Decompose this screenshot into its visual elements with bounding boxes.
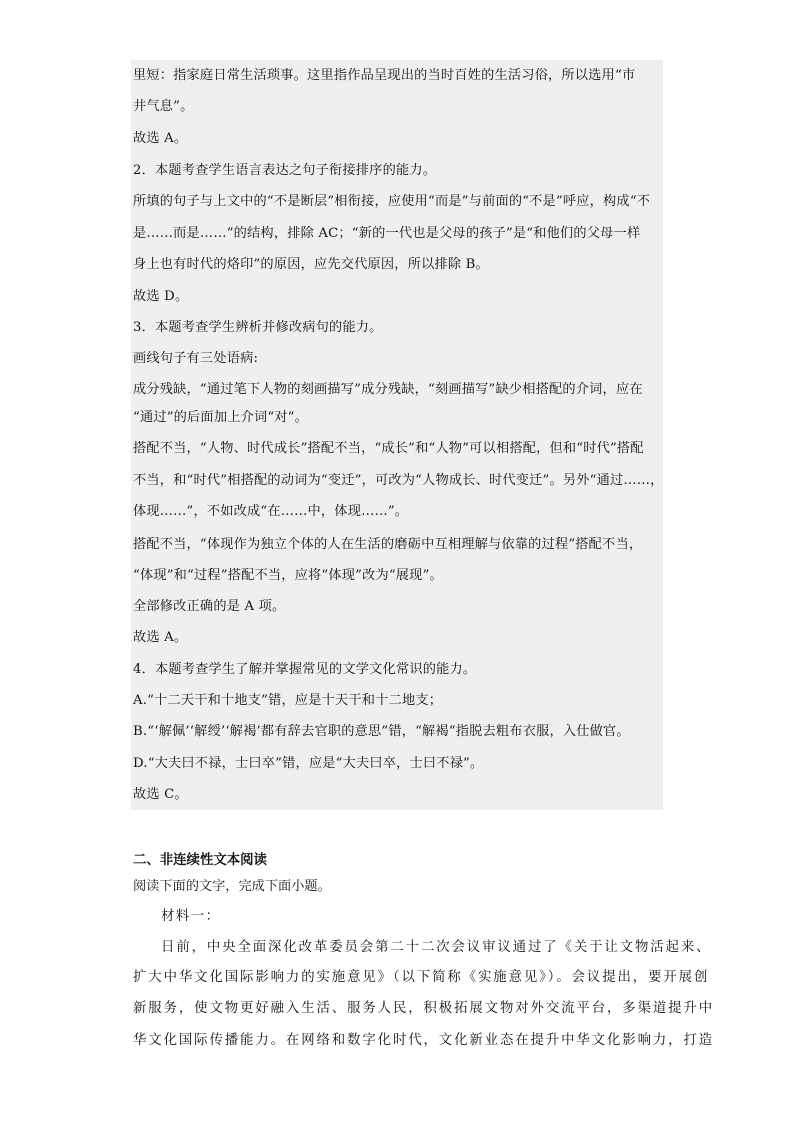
answer-line-9: 3．本题考查学生辨析并修改病句的能力。 <box>133 320 383 335</box>
answer-line-10: 画线句子有三处语病: <box>133 351 259 366</box>
material-line-1: 日前，中央全面深化改革委员会第二十二次会议审议通过了《关于让文物活起来、 <box>161 940 712 955</box>
answer-line-20: 4．本题考查学生了解并掌握常见的文学文化常识的能力。 <box>133 662 477 677</box>
answer-line-22: B.“‘解佩’‘解绶’‘解褐’都有辞去官职的意思”错，“解褐”指脱去粗布衣服，入仕做官。 <box>133 724 630 739</box>
material-line-4: 华文化国际传播能力。在网络和数字化时代，文化新业态在提升中华文化影响力，打造 <box>133 1033 715 1048</box>
section-heading: 二、非连续性文本阅读 <box>133 853 267 868</box>
answer-line-21: A.“十二天干和十地支”错，应是十天干和十二地支； <box>133 693 443 708</box>
answer-line-7: 身上也有时代的烙印”的原因，应先交代原因，所以排除 B。 <box>133 257 489 272</box>
answer-line-13: 搭配不当，“人物、时代成长”搭配不当，“成长”和“人物”可以相搭配，但和“时代”搭配 <box>133 441 644 456</box>
material-line-2: 扩大中华文化国际影响力的实施意见》（以下简称《实施意见》）。会议提出，要开展创 <box>133 970 710 985</box>
answer-line-14: 不当，和“时代”相搭配的动词为“变迁”，可改为“人物成长、时代变迁”。另外“通过……， <box>133 473 664 488</box>
answer-line-2: 井气息”。 <box>133 99 194 114</box>
answer-line-15: 体现……”，不如改成“在……中，体现……”。 <box>133 504 409 519</box>
answer-line-8: 故选 D。 <box>133 289 189 304</box>
answer-line-12: “通过”的后面加上介词“对”。 <box>133 410 309 425</box>
section-intro: 阅读下面的文字，完成下面小题。 <box>133 879 331 894</box>
answer-line-4: 2．本题考查学生语言表达之句子衔接排序的能力。 <box>133 163 437 178</box>
answer-line-5: 所填的句子与上文中的“不是断层”相衔接，应使用“而是”与前面的“不是”呼应，构成“不 <box>133 194 651 209</box>
answer-line-1: 里短：指家庭日常生活琐事。这里指作品呈现出的当时百姓的生活习俗，所以选用“市 <box>133 68 636 83</box>
answer-line-24: 故选 C。 <box>133 787 188 802</box>
answer-line-23: D.“大夫曰不禄，士曰卒”错，应是“大夫曰卒，士曰不禄”。 <box>133 756 484 771</box>
answer-line-17: “体现”和“过程”搭配不当，应将“体现”改为“展现”。 <box>133 568 443 583</box>
answer-line-11: 成分残缺，“通过笔下人物的刻画描写”成分残缺，“刻画描写”缺少相搭配的介词，应在 <box>133 382 643 397</box>
material-title: 材料一： <box>161 909 221 924</box>
answer-line-3: 故选 A。 <box>133 131 188 146</box>
answer-line-18: 全部修改正确的是 A 项。 <box>133 599 286 614</box>
material-line-3: 新服务，使文物更好融入生活、服务人民，积极拓展文物对外交流平台，多渠道提升中 <box>133 1001 715 1016</box>
answer-line-19: 故选 A。 <box>133 630 188 645</box>
answer-line-6: 是……而是……”的结构，排除 AC；“新的一代也是父母的孩子”是“和他们的父母一样 <box>133 226 641 241</box>
answer-line-16: 搭配不当，“体现作为独立个体的人在生活的磨砺中互相理解与依靠的过程”搭配不当， <box>133 537 643 552</box>
